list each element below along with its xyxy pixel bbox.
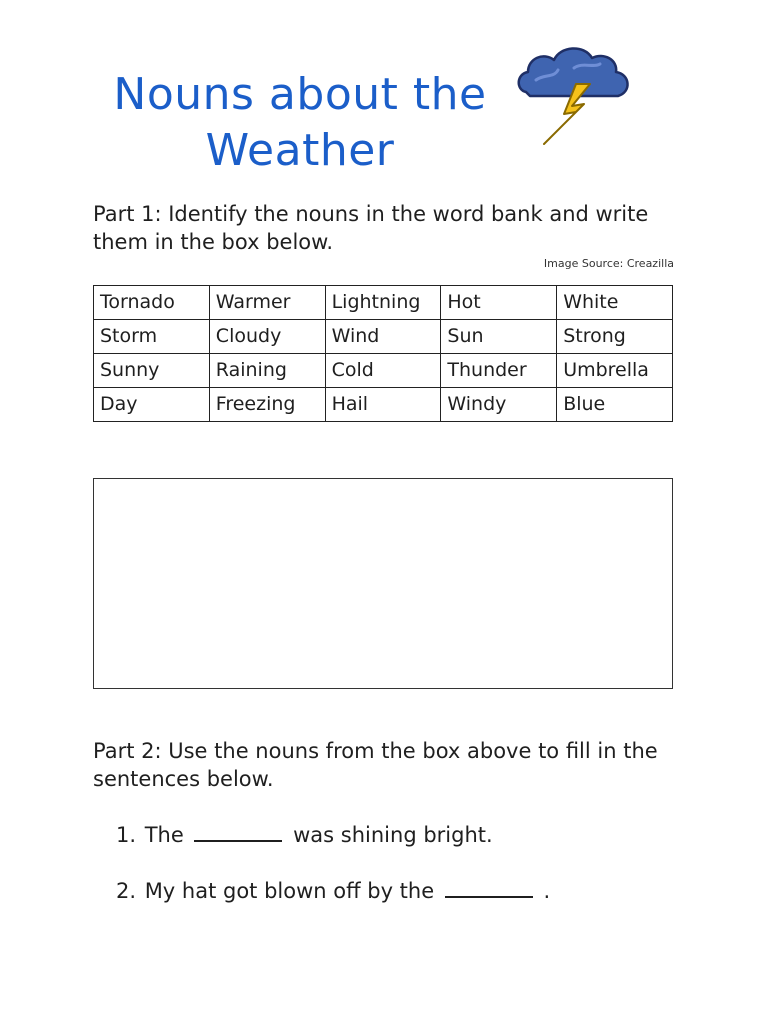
image-source-credit: Image Source: Creazilla	[543, 257, 674, 270]
sentence-text-before: The	[144, 823, 184, 847]
fill-in-blank[interactable]	[194, 822, 282, 842]
word-bank-cell: Thunder	[441, 354, 557, 388]
word-bank-cell: Freezing	[209, 388, 325, 422]
word-bank-cell: Storm	[94, 320, 210, 354]
fill-in-blank[interactable]	[445, 878, 533, 898]
word-bank-cell: White	[557, 286, 673, 320]
sentence-text-before: My hat got blown off by the	[144, 879, 435, 903]
word-bank-cell: Sun	[441, 320, 557, 354]
word-bank-row	[94, 320, 673, 354]
word-bank-row	[94, 286, 673, 320]
word-bank-row	[94, 388, 673, 422]
sentence-number: 1.	[116, 823, 137, 847]
part1-instructions: Part 1: Identify the nouns in the word bank and write them in the box below.	[93, 202, 649, 254]
word-bank-row	[94, 354, 673, 388]
word-bank-cell: Strong	[557, 320, 673, 354]
title-line-2: Weather	[205, 125, 395, 177]
word-bank-cell: Sunny	[94, 354, 210, 388]
word-bank-cell: Blue	[557, 388, 673, 422]
word-bank-cell: Raining	[209, 354, 325, 388]
sentence-text-after: .	[543, 879, 551, 903]
storm-cloud-lightning-icon	[514, 40, 634, 150]
word-bank-cell: Warmer	[209, 286, 325, 320]
word-bank-cell: Windy	[441, 388, 557, 422]
title-line-1: Nouns about the	[113, 69, 487, 121]
word-bank-cell: Day	[94, 388, 210, 422]
word-bank-cell: Cloudy	[209, 320, 325, 354]
word-bank-cell: Wind	[325, 320, 441, 354]
sentence-number: 2.	[116, 879, 137, 903]
sentence-1	[116, 821, 493, 849]
part2-instructions: Part 2: Use the nouns from the box above to fill in the sentences below.	[93, 739, 658, 791]
word-bank-cell: Lightning	[325, 286, 441, 320]
sentence-text-after: was shining bright.	[293, 823, 493, 847]
word-bank-cell: Tornado	[94, 286, 210, 320]
answer-box[interactable]	[93, 478, 673, 689]
word-bank-cell: Umbrella	[557, 354, 673, 388]
sentence-2	[116, 877, 550, 905]
word-bank-table	[93, 285, 673, 422]
worksheet-title	[70, 67, 530, 179]
word-bank-cell: Cold	[325, 354, 441, 388]
word-bank-cell: Hot	[441, 286, 557, 320]
word-bank-cell: Hail	[325, 388, 441, 422]
